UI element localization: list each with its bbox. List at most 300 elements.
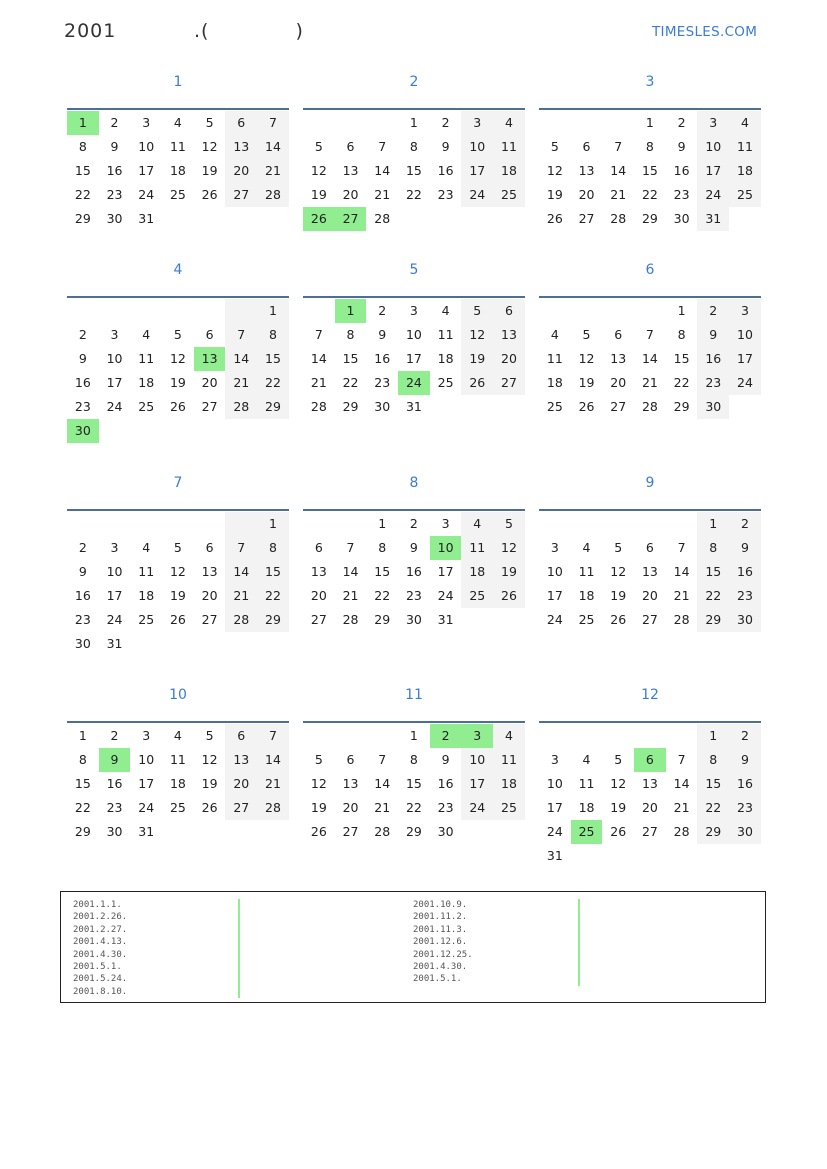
legend-entry bbox=[413, 936, 583, 948]
day-cell: 1 bbox=[257, 299, 289, 323]
month-rule bbox=[539, 108, 761, 110]
title-close-paren: ) bbox=[295, 20, 304, 42]
day-cell: 31 bbox=[405, 399, 422, 414]
day-empty bbox=[194, 632, 226, 656]
day-cell: 10 bbox=[697, 135, 729, 159]
day-cell: 30 bbox=[697, 395, 729, 419]
month-grid bbox=[303, 111, 525, 231]
day-empty bbox=[571, 844, 603, 868]
legend-entry bbox=[73, 961, 243, 973]
day-empty bbox=[539, 111, 571, 135]
day-cell: 4 bbox=[582, 540, 591, 555]
day-empty bbox=[602, 299, 634, 323]
day-empty bbox=[303, 512, 335, 536]
day-cell: 23 bbox=[106, 800, 123, 815]
month-rule bbox=[539, 721, 761, 723]
day-cell: 21 bbox=[610, 187, 627, 202]
day-cell: 10 bbox=[546, 776, 563, 791]
day-cell: 2 bbox=[677, 115, 686, 130]
day-cell: 15 bbox=[697, 560, 729, 584]
day-cell: 16 bbox=[106, 163, 123, 178]
day-cell: 19 bbox=[493, 560, 525, 584]
legend-color-marker bbox=[578, 899, 580, 911]
day-cell: 17 bbox=[461, 772, 493, 796]
day-cell: 16 bbox=[74, 375, 91, 390]
day-cell: 29 bbox=[374, 612, 391, 627]
legend-column-left bbox=[73, 899, 243, 998]
month-title: 10 bbox=[169, 687, 187, 703]
day-cell: 27 bbox=[201, 399, 218, 414]
day-cell: 12 bbox=[610, 564, 627, 579]
day-cell: 25 bbox=[138, 612, 155, 627]
day-empty bbox=[602, 724, 634, 748]
day-cell: 16 bbox=[374, 351, 391, 366]
day-cell: 26 bbox=[169, 612, 186, 627]
day-cell: 24 bbox=[461, 796, 493, 820]
day-cell: 15 bbox=[374, 564, 391, 579]
day-cell: 11 bbox=[729, 135, 761, 159]
day-cell: 12 bbox=[610, 776, 627, 791]
day-cell: 7 bbox=[314, 327, 323, 342]
day-cell: 23 bbox=[673, 187, 690, 202]
day-cell: 5 bbox=[205, 728, 214, 743]
day-cell: 18 bbox=[729, 159, 761, 183]
day-cell: 22 bbox=[257, 584, 289, 608]
day-cell: 6 bbox=[225, 111, 257, 135]
day-empty bbox=[303, 111, 335, 135]
day-cell: 11 bbox=[461, 536, 493, 560]
day-cell: 8 bbox=[257, 323, 289, 347]
day-cell: 3 bbox=[697, 111, 729, 135]
day-cell: 17 bbox=[437, 564, 454, 579]
day-empty bbox=[461, 395, 493, 419]
day-cell: 28 bbox=[673, 824, 690, 839]
day-cell: 4 bbox=[493, 724, 525, 748]
day-cell: 28 bbox=[610, 211, 627, 226]
day-cell: 13 bbox=[194, 347, 226, 371]
day-cell: 2 bbox=[378, 303, 387, 318]
day-cell: 7 bbox=[645, 327, 654, 342]
legend-entry bbox=[73, 936, 243, 948]
legend-entry bbox=[73, 949, 243, 961]
day-empty bbox=[697, 844, 729, 868]
day-cell: 29 bbox=[74, 211, 91, 226]
day-cell: 7 bbox=[225, 536, 257, 560]
month-4 bbox=[67, 256, 289, 443]
day-cell: 22 bbox=[405, 800, 422, 815]
day-empty bbox=[539, 512, 571, 536]
day-empty bbox=[99, 512, 131, 536]
day-cell: 23 bbox=[74, 399, 91, 414]
day-cell: 24 bbox=[546, 612, 563, 627]
month-grid bbox=[539, 512, 761, 632]
day-cell: 17 bbox=[138, 776, 155, 791]
month-12 bbox=[539, 681, 761, 868]
day-cell: 19 bbox=[201, 776, 218, 791]
day-cell: 21 bbox=[257, 772, 289, 796]
legend-color-marker bbox=[238, 986, 240, 998]
day-cell: 2 bbox=[78, 540, 87, 555]
day-cell: 27 bbox=[610, 399, 627, 414]
day-empty bbox=[461, 608, 493, 632]
day-cell: 15 bbox=[342, 351, 359, 366]
month-9 bbox=[539, 469, 761, 632]
day-cell: 1 bbox=[697, 512, 729, 536]
day-cell: 12 bbox=[310, 163, 327, 178]
day-empty bbox=[130, 299, 162, 323]
day-empty bbox=[257, 207, 289, 231]
day-cell: 16 bbox=[729, 560, 761, 584]
day-cell: 29 bbox=[257, 608, 289, 632]
day-cell: 20 bbox=[201, 375, 218, 390]
day-cell: 4 bbox=[142, 327, 151, 342]
day-cell: 31 bbox=[546, 848, 563, 863]
day-cell: 26 bbox=[201, 800, 218, 815]
day-cell: 15 bbox=[405, 163, 422, 178]
day-cell: 10 bbox=[430, 536, 462, 560]
day-cell: 7 bbox=[225, 323, 257, 347]
day-cell: 31 bbox=[437, 612, 454, 627]
day-cell: 20 bbox=[641, 588, 658, 603]
day-cell: 15 bbox=[641, 163, 658, 178]
day-cell: 28 bbox=[257, 183, 289, 207]
legend-date: 2001.4.13. bbox=[73, 937, 128, 948]
day-empty bbox=[162, 512, 194, 536]
day-cell: 24 bbox=[461, 183, 493, 207]
day-cell: 21 bbox=[641, 375, 658, 390]
day-cell: 1 bbox=[67, 111, 99, 135]
day-empty bbox=[225, 632, 257, 656]
day-cell: 18 bbox=[138, 588, 155, 603]
day-empty bbox=[99, 419, 131, 443]
day-empty bbox=[225, 820, 257, 844]
day-cell: 31 bbox=[106, 636, 123, 651]
day-cell: 6 bbox=[346, 139, 355, 154]
month-title: 11 bbox=[405, 687, 423, 703]
day-cell: 16 bbox=[697, 347, 729, 371]
day-cell: 22 bbox=[405, 187, 422, 202]
day-empty bbox=[430, 395, 462, 419]
day-empty bbox=[162, 820, 194, 844]
day-cell: 16 bbox=[437, 776, 454, 791]
day-cell: 15 bbox=[697, 772, 729, 796]
day-cell: 15 bbox=[257, 560, 289, 584]
day-cell: 16 bbox=[106, 776, 123, 791]
day-cell: 30 bbox=[729, 608, 761, 632]
day-cell: 26 bbox=[493, 584, 525, 608]
day-cell: 19 bbox=[310, 187, 327, 202]
day-empty bbox=[366, 724, 398, 748]
day-cell: 6 bbox=[346, 752, 355, 767]
day-cell: 6 bbox=[225, 724, 257, 748]
month-5 bbox=[303, 256, 525, 419]
day-cell: 30 bbox=[405, 612, 422, 627]
day-cell: 13 bbox=[610, 351, 627, 366]
month-grid bbox=[539, 724, 761, 868]
day-cell: 30 bbox=[673, 211, 690, 226]
day-cell: 26 bbox=[610, 612, 627, 627]
day-cell: 21 bbox=[673, 588, 690, 603]
legend-entry bbox=[413, 924, 583, 936]
month-2 bbox=[303, 68, 525, 231]
legend-entry bbox=[73, 986, 243, 998]
day-cell: 21 bbox=[225, 584, 257, 608]
day-cell: 2 bbox=[409, 516, 418, 531]
month-title: 2 bbox=[409, 74, 419, 90]
day-cell: 7 bbox=[346, 540, 355, 555]
day-empty bbox=[571, 724, 603, 748]
day-cell: 23 bbox=[437, 187, 454, 202]
day-cell: 31 bbox=[697, 207, 729, 231]
month-grid bbox=[67, 299, 289, 443]
day-cell: 31 bbox=[138, 824, 155, 839]
day-cell: 30 bbox=[74, 636, 91, 651]
day-empty bbox=[194, 419, 226, 443]
day-empty bbox=[162, 299, 194, 323]
day-cell: 26 bbox=[169, 399, 186, 414]
day-cell: 9 bbox=[78, 564, 87, 579]
day-cell: 14 bbox=[257, 748, 289, 772]
day-cell: 9 bbox=[110, 139, 119, 154]
legend-entry bbox=[413, 911, 583, 923]
day-cell: 19 bbox=[610, 588, 627, 603]
day-cell: 5 bbox=[173, 327, 182, 342]
day-cell: 25 bbox=[493, 796, 525, 820]
day-cell: 9 bbox=[78, 351, 87, 366]
month-title: 1 bbox=[173, 74, 183, 90]
day-cell: 20 bbox=[641, 800, 658, 815]
day-cell: 5 bbox=[493, 512, 525, 536]
day-cell: 5 bbox=[461, 299, 493, 323]
day-cell: 4 bbox=[173, 728, 182, 743]
month-rule bbox=[67, 296, 289, 298]
day-cell: 23 bbox=[374, 375, 391, 390]
month-rule bbox=[539, 509, 761, 511]
day-cell: 21 bbox=[310, 375, 327, 390]
day-empty bbox=[225, 207, 257, 231]
day-cell: 19 bbox=[169, 588, 186, 603]
day-cell: 8 bbox=[409, 752, 418, 767]
day-cell: 24 bbox=[398, 371, 430, 395]
legend-entry bbox=[73, 973, 243, 985]
holiday-legend bbox=[60, 891, 766, 1003]
day-cell: 10 bbox=[138, 139, 155, 154]
day-empty bbox=[335, 111, 367, 135]
day-cell: 17 bbox=[697, 159, 729, 183]
day-cell: 7 bbox=[378, 752, 387, 767]
day-cell: 9 bbox=[697, 323, 729, 347]
day-cell: 22 bbox=[74, 187, 91, 202]
day-cell: 21 bbox=[374, 800, 391, 815]
day-cell: 14 bbox=[673, 564, 690, 579]
day-cell: 19 bbox=[310, 800, 327, 815]
day-cell: 28 bbox=[374, 211, 391, 226]
day-cell: 26 bbox=[201, 187, 218, 202]
day-cell: 17 bbox=[138, 163, 155, 178]
day-cell: 6 bbox=[645, 540, 654, 555]
day-cell: 19 bbox=[546, 187, 563, 202]
day-cell: 13 bbox=[641, 776, 658, 791]
day-cell: 22 bbox=[673, 375, 690, 390]
month-1 bbox=[67, 68, 289, 231]
day-empty bbox=[130, 512, 162, 536]
day-cell: 26 bbox=[461, 371, 493, 395]
day-cell: 4 bbox=[729, 111, 761, 135]
day-cell: 23 bbox=[405, 588, 422, 603]
day-cell: 18 bbox=[169, 163, 186, 178]
day-cell: 19 bbox=[461, 347, 493, 371]
day-cell: 30 bbox=[106, 824, 123, 839]
legend-color-marker bbox=[578, 924, 580, 936]
legend-entry bbox=[73, 899, 243, 911]
day-cell: 13 bbox=[225, 135, 257, 159]
month-title: 4 bbox=[173, 262, 183, 278]
day-empty bbox=[130, 419, 162, 443]
day-cell: 20 bbox=[578, 187, 595, 202]
legend-date: 2001.2.26. bbox=[73, 912, 128, 923]
day-cell: 23 bbox=[74, 612, 91, 627]
day-cell: 6 bbox=[582, 139, 591, 154]
day-cell: 15 bbox=[257, 347, 289, 371]
month-title: 5 bbox=[409, 262, 419, 278]
day-cell: 26 bbox=[546, 211, 563, 226]
day-cell: 5 bbox=[173, 540, 182, 555]
day-cell: 17 bbox=[405, 351, 422, 366]
day-cell: 11 bbox=[437, 327, 454, 342]
day-cell: 4 bbox=[173, 115, 182, 130]
legend-color-marker bbox=[238, 949, 240, 961]
day-cell: 1 bbox=[697, 724, 729, 748]
day-cell: 13 bbox=[342, 776, 359, 791]
title-year: 2001 bbox=[64, 20, 117, 42]
day-cell: 18 bbox=[461, 560, 493, 584]
day-cell: 8 bbox=[677, 327, 686, 342]
legend-date: 2001.12.6. bbox=[413, 937, 468, 948]
day-cell: 1 bbox=[409, 115, 418, 130]
day-cell: 8 bbox=[697, 536, 729, 560]
day-cell: 9 bbox=[677, 139, 686, 154]
day-cell: 22 bbox=[374, 588, 391, 603]
day-cell: 20 bbox=[610, 375, 627, 390]
day-empty bbox=[225, 512, 257, 536]
day-cell: 28 bbox=[225, 608, 257, 632]
day-cell: 18 bbox=[493, 159, 525, 183]
day-cell: 9 bbox=[99, 748, 131, 772]
day-cell: 8 bbox=[409, 139, 418, 154]
day-cell: 8 bbox=[346, 327, 355, 342]
day-empty bbox=[257, 632, 289, 656]
day-cell: 17 bbox=[729, 347, 761, 371]
month-grid bbox=[67, 724, 289, 844]
month-7 bbox=[67, 469, 289, 656]
day-cell: 11 bbox=[493, 135, 525, 159]
day-cell: 12 bbox=[169, 564, 186, 579]
day-cell: 14 bbox=[257, 135, 289, 159]
day-empty bbox=[194, 820, 226, 844]
day-cell: 21 bbox=[225, 371, 257, 395]
legend-entry bbox=[413, 973, 583, 985]
day-cell: 1 bbox=[645, 115, 654, 130]
day-cell: 1 bbox=[78, 728, 87, 743]
day-cell: 10 bbox=[405, 327, 422, 342]
day-cell: 23 bbox=[106, 187, 123, 202]
day-cell: 17 bbox=[546, 588, 563, 603]
day-cell: 18 bbox=[138, 375, 155, 390]
day-cell: 25 bbox=[578, 612, 595, 627]
day-cell: 14 bbox=[641, 351, 658, 366]
day-cell: 3 bbox=[110, 540, 119, 555]
day-cell: 22 bbox=[74, 800, 91, 815]
day-cell: 14 bbox=[342, 564, 359, 579]
day-cell: 7 bbox=[677, 540, 686, 555]
legend-entry bbox=[413, 949, 583, 961]
day-cell: 16 bbox=[673, 163, 690, 178]
legend-date: 2001.5.1. bbox=[413, 974, 462, 985]
day-cell: 28 bbox=[310, 399, 327, 414]
day-cell: 28 bbox=[374, 824, 391, 839]
legend-color-marker bbox=[578, 973, 580, 985]
day-empty bbox=[67, 299, 99, 323]
legend-date: 2001.5.24. bbox=[73, 974, 128, 985]
day-cell: 2 bbox=[110, 728, 119, 743]
day-cell: 8 bbox=[78, 752, 87, 767]
day-cell: 28 bbox=[342, 612, 359, 627]
day-cell: 16 bbox=[729, 772, 761, 796]
day-cell: 16 bbox=[437, 163, 454, 178]
day-cell: 5 bbox=[314, 752, 323, 767]
day-cell: 1 bbox=[677, 303, 686, 318]
day-cell: 25 bbox=[138, 399, 155, 414]
day-empty bbox=[666, 724, 698, 748]
day-cell: 9 bbox=[441, 752, 450, 767]
day-cell: 12 bbox=[493, 536, 525, 560]
day-cell: 3 bbox=[110, 327, 119, 342]
day-cell: 8 bbox=[378, 540, 387, 555]
day-cell: 15 bbox=[74, 163, 91, 178]
day-cell: 11 bbox=[138, 351, 155, 366]
day-cell: 15 bbox=[673, 351, 690, 366]
day-cell: 11 bbox=[169, 752, 186, 767]
month-grid bbox=[539, 111, 761, 231]
brand-logo[interactable]: TIMESLES.COM bbox=[652, 24, 758, 40]
day-empty bbox=[571, 512, 603, 536]
day-cell: 30 bbox=[106, 211, 123, 226]
day-empty bbox=[194, 299, 226, 323]
day-empty bbox=[539, 299, 571, 323]
day-cell: 29 bbox=[697, 820, 729, 844]
day-cell: 10 bbox=[106, 351, 123, 366]
day-cell: 14 bbox=[310, 351, 327, 366]
day-cell: 21 bbox=[673, 800, 690, 815]
day-empty bbox=[67, 512, 99, 536]
legend-entry bbox=[413, 899, 583, 911]
day-cell: 22 bbox=[697, 796, 729, 820]
day-cell: 6 bbox=[205, 327, 214, 342]
legend-date: 2001.4.30. bbox=[413, 961, 468, 972]
month-grid bbox=[303, 512, 525, 632]
day-cell: 11 bbox=[138, 564, 155, 579]
day-cell: 30 bbox=[67, 419, 99, 443]
day-cell: 7 bbox=[614, 139, 623, 154]
legend-date: 2001.8.10. bbox=[73, 986, 128, 997]
day-empty bbox=[493, 395, 525, 419]
day-cell: 2 bbox=[110, 115, 119, 130]
day-cell: 27 bbox=[641, 824, 658, 839]
day-cell: 20 bbox=[342, 187, 359, 202]
day-cell: 14 bbox=[225, 560, 257, 584]
day-empty bbox=[194, 512, 226, 536]
day-cell: 2 bbox=[697, 299, 729, 323]
